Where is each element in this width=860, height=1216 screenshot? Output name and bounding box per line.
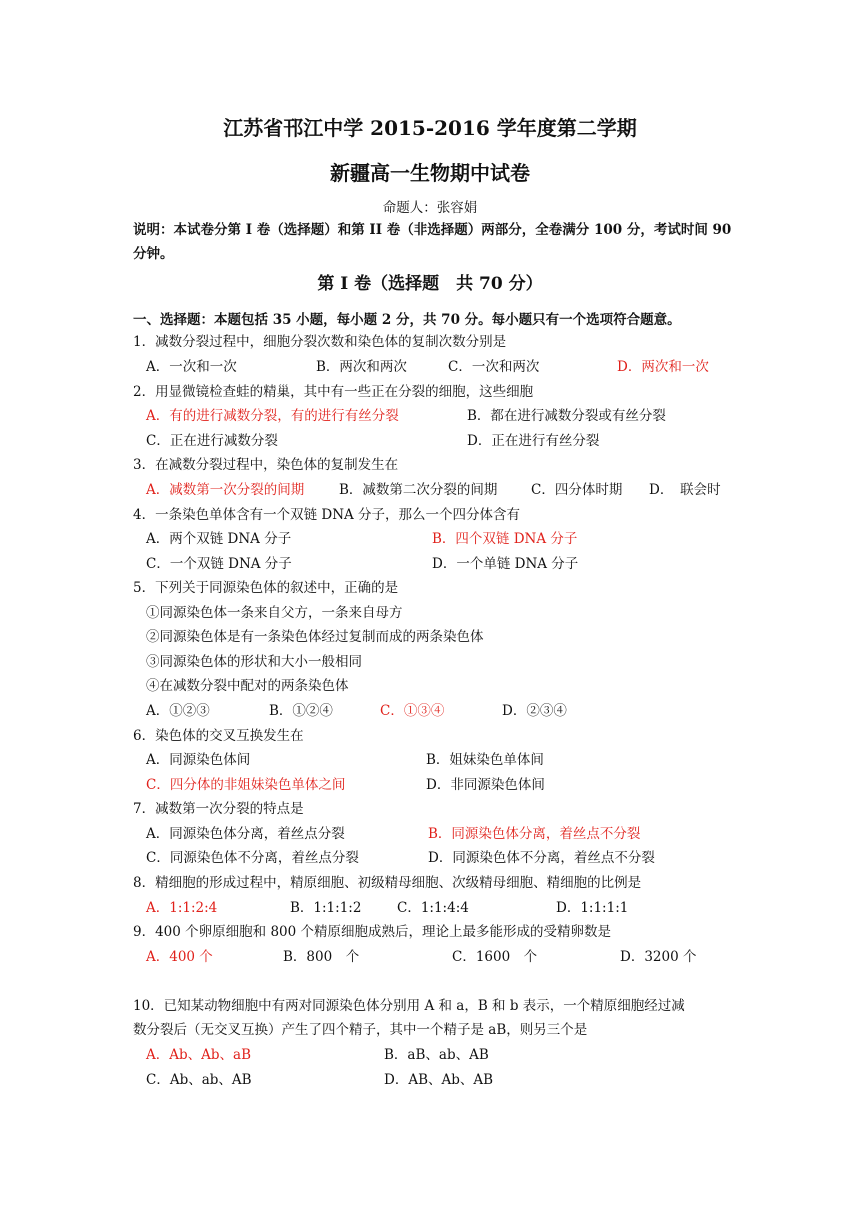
q9-option-a: A．400 个 [146, 949, 213, 965]
q3-option-d: D． 联会时 [649, 482, 721, 498]
q10-option-a: A．Ab、Ab、aB [146, 1047, 252, 1063]
q4-option-a: A．两个双链 DNA 分子 [146, 531, 292, 547]
q6-option-b: B．姐妹染色单体间 [426, 752, 544, 768]
q10-option-d: D．AB、Ab、AB [384, 1072, 494, 1088]
q8-option-a: A．1:1:2:4 [146, 900, 218, 916]
q7-option-a: A．同源染色体分离，着丝点分裂 [146, 826, 345, 842]
q5-option-a: A．①②③ [146, 703, 210, 719]
q1-option-d: D．两次和一次 [617, 359, 709, 375]
q7-stem: 7．减数第一次分裂的特点是 [133, 801, 304, 817]
q2-option-d: D．正在进行有丝分裂 [467, 433, 600, 449]
exam-subtitle: 新疆高一生物期中试卷 [330, 161, 530, 185]
q10-option-b: B．aB、ab、AB [384, 1047, 489, 1063]
q10-stem-line-1: 10．已知某动物细胞中有两对同源染色体分别用 A 和 a，B 和 b 表示，一个精原细胞经过减 [133, 998, 685, 1014]
q5-stem: 5．下列关于同源染色体的叙述中，正确的是 [133, 580, 399, 596]
q7-option-d: D．同源染色体不分离，着丝点不分裂 [428, 850, 655, 866]
q2-stem: 2．用显微镜检查蛙的精巢，其中有一些正在分裂的细胞，这些细胞 [133, 384, 534, 400]
q9-option-c: C．1600 个 [452, 949, 538, 965]
q8-option-b: B．1:1:1:2 [290, 900, 362, 916]
q2-option-a: A．有的进行减数分裂，有的进行有丝分裂 [146, 408, 399, 424]
q3-option-a: A．减数第一次分裂的间期 [146, 482, 305, 498]
q1-option-a: A．一次和一次 [146, 359, 237, 375]
q3-option-c: C．四分体时期 [531, 482, 623, 498]
q8-stem: 8．精细胞的形成过程中，精原细胞、初级精母细胞、次级精母细胞、精细胞的比例是 [133, 875, 642, 891]
q7-option-b: B．同源染色体分离，着丝点不分裂 [428, 826, 641, 842]
q5-statement-4: ④在减数分裂中配对的两条染色体 [146, 678, 349, 694]
q8-option-d: D．1:1:1:1 [556, 900, 629, 916]
q5-statement-3: ③同源染色体的形状和大小一般相同 [146, 654, 362, 670]
q5-statement-2: ②同源染色体是有一条染色体经过复制而成的两条染色体 [146, 629, 484, 645]
q4-option-b: B．四个双链 DNA 分子 [432, 531, 578, 547]
q9-option-d: D．3200 个 [620, 949, 697, 965]
q5-option-d: D．②③④ [502, 703, 567, 719]
q4-option-c: C．一个双链 DNA 分子 [146, 556, 292, 572]
q6-stem: 6．染色体的交叉互换发生在 [133, 728, 304, 744]
q3-option-b: B．减数第二次分裂的间期 [339, 482, 498, 498]
q1-option-c: C．一次和两次 [448, 359, 540, 375]
q6-option-a: A．同源染色体间 [146, 752, 251, 768]
section-intro: 一、选择题：本题包括 35 小题，每小题 2 分，共 70 分。每小题只有一个选项符合题意。 [133, 312, 681, 328]
section-title: 第 I 卷（选择题 共 70 分） [317, 274, 543, 294]
q10-option-c: C．Ab、ab、AB [146, 1072, 252, 1088]
q5-option-b: B．①②④ [269, 703, 333, 719]
q1-stem: 1．减数分裂过程中，细胞分裂次数和染色体的复制次数分别是 [133, 334, 507, 350]
q4-stem: 4．一条染色单体含有一个双链 DNA 分子，那么一个四分体含有 [133, 507, 521, 523]
q8-option-c: C．1:1:4:4 [397, 900, 469, 916]
q5-option-c: C．①③④ [380, 703, 445, 719]
q3-stem: 3．在减数分裂过程中，染色体的复制发生在 [133, 457, 399, 473]
q9-stem: 9．400 个卵原细胞和 800 个精原细胞成熟后，理论上最多能形成的受精卵数是 [133, 924, 611, 940]
q7-option-c: C．同源染色体不分离，着丝点分裂 [146, 850, 359, 866]
q10-stem-line-2: 数分裂后（无交叉互换）产生了四个精子，其中一个精子是 aB，则另三个是 [133, 1022, 588, 1038]
q1-option-b: B．两次和两次 [316, 359, 407, 375]
exam-author: 命题人：张容娟 [382, 200, 478, 216]
q2-option-b: B．都在进行减数分裂或有丝分裂 [467, 408, 666, 424]
exam-instructions: 说明：本试卷分第 I 卷（选择题）和第 II 卷（非选择题）两部分，全卷满分 100 分，考试时间 90 分钟。 [133, 222, 732, 262]
exam-title: 江苏省邗江中学 2015-2016 学年度第二学期 [223, 116, 637, 140]
q6-option-d: D．非同源染色体间 [426, 777, 545, 793]
q4-option-d: D．一个单链 DNA 分子 [432, 556, 579, 572]
q6-option-c: C．四分体的非姐妹染色单体之间 [146, 777, 346, 793]
q5-statement-1: ①同源染色体一条来自父方，一条来自母方 [146, 605, 403, 621]
q9-option-b: B．800 个 [283, 949, 360, 965]
q2-option-c: C．正在进行减数分裂 [146, 433, 278, 449]
